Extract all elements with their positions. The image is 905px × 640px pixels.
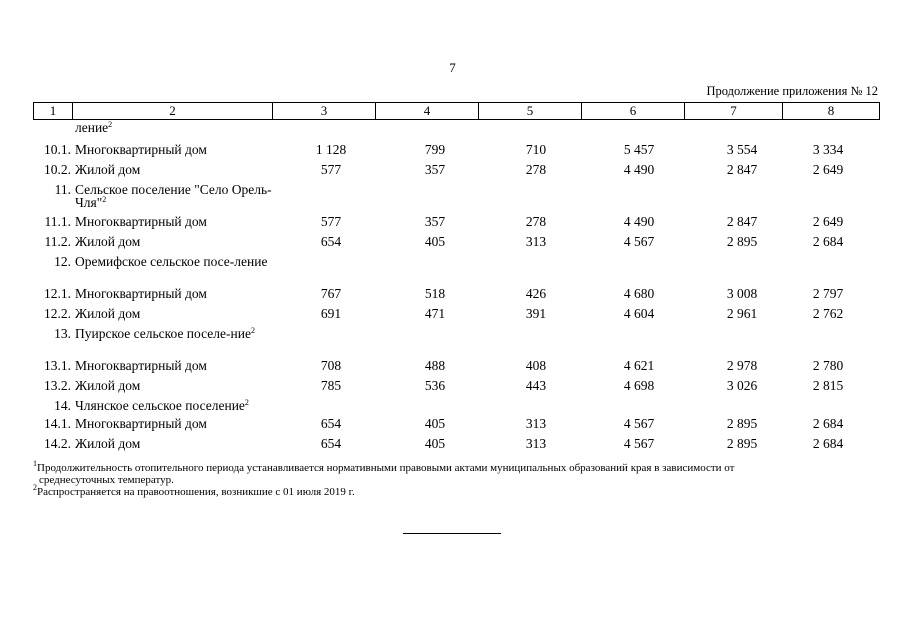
- header-row: [34, 103, 880, 120]
- value-cell-col-5: 313: [525, 234, 547, 249]
- table-row: [33, 235, 879, 255]
- value-cell-col-3: 1 128: [315, 142, 347, 157]
- table-row: [33, 255, 879, 287]
- row-name: [75, 327, 290, 340]
- value-cell-col-7: 2 961: [726, 306, 758, 321]
- value-cell-col-4: 405: [424, 436, 446, 451]
- value-cell-col-4: 488: [424, 358, 446, 373]
- row-name: [75, 163, 290, 176]
- value-cell-col-4: 471: [424, 306, 446, 321]
- header-col-6: 6: [582, 103, 685, 120]
- header-col-1: 1: [34, 103, 73, 120]
- row-name-text: Жилой дом: [75, 162, 141, 177]
- value-cell-col-8: 2 780: [812, 358, 844, 373]
- footnote-marker: 2: [244, 398, 249, 407]
- table-row: [33, 143, 879, 163]
- row-name: [75, 307, 290, 320]
- value-cell-col-6: 4 567: [623, 234, 655, 249]
- value-cell-col-8: 2 797: [812, 286, 844, 301]
- row-name: [75, 437, 290, 450]
- footnote: [33, 483, 879, 498]
- row-name: [75, 121, 290, 134]
- value-cell-col-7: 2 847: [726, 162, 758, 177]
- value-cell-col-6: 4 490: [623, 162, 655, 177]
- row-name-text: Оремифское сельское посе-ление: [75, 254, 268, 269]
- header-col-2: 2: [73, 103, 273, 120]
- value-cell-col-6: 4 680: [623, 286, 655, 301]
- footnote-marker: 2: [250, 326, 255, 335]
- value-cell-col-3: 691: [320, 306, 342, 321]
- row-name: [75, 235, 290, 248]
- table-row: [33, 359, 879, 379]
- row-name: [75, 417, 290, 430]
- continuation-label: Продолжение приложения № 12: [706, 84, 878, 98]
- value-cell-col-6: 4 490: [623, 214, 655, 229]
- table-row: [33, 399, 879, 417]
- value-cell-col-3: 654: [320, 416, 342, 431]
- value-cell-col-4: 357: [424, 162, 446, 177]
- value-cell-col-7: 3 008: [726, 286, 758, 301]
- footnote-marker: 2: [108, 120, 113, 129]
- footnote-text: Продолжительность отопительного периода устанавливается нормативными правовыми актами муниципальных образований края в зависимости от: [37, 462, 735, 474]
- value-cell-col-6: 4 621: [623, 358, 655, 373]
- row-name-text: Пуирское сельское поселе-ние: [75, 326, 251, 341]
- value-cell-col-5: 426: [525, 286, 547, 301]
- page-number: 7: [449, 60, 456, 75]
- table-row: [33, 417, 879, 437]
- row-number: 12.2.: [44, 306, 71, 321]
- footnote: [33, 459, 879, 486]
- row-name-text: Многоквартирный дом: [75, 214, 207, 229]
- table-row: [33, 327, 879, 359]
- row-number: 10.1.: [44, 142, 71, 157]
- value-cell-col-3: 654: [320, 234, 342, 249]
- value-cell-col-6: 4 567: [623, 416, 655, 431]
- row-name-text: Жилой дом: [75, 436, 141, 451]
- footnote-text: Распространяется на правоотношения, возникшие с 01 июля 2019 г.: [37, 486, 355, 498]
- row-name: [75, 287, 290, 300]
- row-number: 10.2.: [44, 162, 71, 177]
- footnote-continuation: среднесуточных температур.: [39, 474, 174, 486]
- row-name-text: ление: [75, 120, 109, 135]
- row-name-text: Жилой дом: [75, 306, 141, 321]
- row-name: [75, 255, 290, 268]
- value-cell-col-5: 278: [525, 214, 547, 229]
- value-cell-col-5: 278: [525, 162, 547, 177]
- value-cell-col-3: 654: [320, 436, 342, 451]
- row-name-text: Многоквартирный дом: [75, 286, 207, 301]
- footnote-mark: 1: [33, 459, 37, 468]
- value-cell-col-5: 443: [525, 378, 547, 393]
- row-number: 12.1.: [44, 286, 71, 301]
- row-name-text: Жилой дом: [75, 234, 141, 249]
- value-cell-col-3: 708: [320, 358, 342, 373]
- value-cell-col-3: 577: [320, 214, 342, 229]
- table-row: [33, 307, 879, 327]
- value-cell-col-4: 357: [424, 214, 446, 229]
- row-number: 11.2.: [44, 234, 71, 249]
- value-cell-col-7: 2 895: [726, 436, 758, 451]
- row-name: [75, 379, 290, 392]
- value-cell-col-5: 710: [525, 142, 547, 157]
- table-row: [33, 183, 879, 215]
- row-name: [75, 399, 290, 412]
- value-cell-col-8: 2 649: [812, 214, 844, 229]
- value-cell-col-5: 391: [525, 306, 547, 321]
- row-number: 11.: [54, 182, 71, 197]
- value-cell-col-6: 4 604: [623, 306, 655, 321]
- value-cell-col-8: 2 684: [812, 416, 844, 431]
- row-number: 13.: [54, 326, 71, 341]
- value-cell-col-3: 767: [320, 286, 342, 301]
- value-cell-col-8: 3 334: [812, 142, 844, 157]
- value-cell-col-3: 577: [320, 162, 342, 177]
- footnote-mark: 2: [33, 483, 37, 492]
- value-cell-col-8: 2 815: [812, 378, 844, 393]
- value-cell-col-4: 536: [424, 378, 446, 393]
- table-row: [33, 287, 879, 307]
- row-number: 14.2.: [44, 436, 71, 451]
- value-cell-col-6: 4 698: [623, 378, 655, 393]
- row-name-text: Сельское поселение "Село Орель-Чля": [75, 182, 272, 210]
- row-number: 14.1.: [44, 416, 71, 431]
- value-cell-col-6: 5 457: [623, 142, 655, 157]
- value-cell-col-7: 2 847: [726, 214, 758, 229]
- value-cell-col-7: 3 554: [726, 142, 758, 157]
- value-cell-col-8: 2 684: [812, 234, 844, 249]
- value-cell-col-7: 2 895: [726, 416, 758, 431]
- header-col-3: 3: [273, 103, 376, 120]
- row-number: 13.2.: [44, 378, 71, 393]
- value-cell-col-5: 313: [525, 416, 547, 431]
- value-cell-col-5: 313: [525, 436, 547, 451]
- table-row: [33, 215, 879, 235]
- value-cell-col-4: 405: [424, 416, 446, 431]
- value-cell-col-4: 405: [424, 234, 446, 249]
- row-name-text: Многоквартирный дом: [75, 142, 207, 157]
- row-name: [75, 359, 290, 372]
- value-cell-col-8: 2 649: [812, 162, 844, 177]
- row-name: [75, 183, 290, 209]
- value-cell-col-4: 518: [424, 286, 446, 301]
- row-number: 11.1.: [44, 214, 71, 229]
- header-col-5: 5: [479, 103, 582, 120]
- table-body: [33, 121, 879, 457]
- row-name-text: Многоквартирный дом: [75, 416, 207, 431]
- table-row: [33, 163, 879, 183]
- value-cell-col-7: 2 895: [726, 234, 758, 249]
- row-number: 13.1.: [44, 358, 71, 373]
- footnotes: [33, 459, 879, 498]
- header-col-4: 4: [376, 103, 479, 120]
- row-number: 14.: [54, 398, 71, 413]
- table-row: [33, 121, 879, 143]
- closing-rule: [403, 533, 501, 534]
- table-row: [33, 379, 879, 399]
- value-cell-col-3: 785: [320, 378, 342, 393]
- value-cell-col-5: 408: [525, 358, 547, 373]
- value-cell-col-8: 2 762: [812, 306, 844, 321]
- value-cell-col-8: 2 684: [812, 436, 844, 451]
- value-cell-col-6: 4 567: [623, 436, 655, 451]
- row-name: [75, 215, 290, 228]
- table-header: [33, 102, 880, 120]
- row-number: 12.: [54, 254, 71, 269]
- row-name: [75, 143, 290, 156]
- row-name-text: Жилой дом: [75, 378, 141, 393]
- value-cell-col-7: 2 978: [726, 358, 758, 373]
- row-name-text: Члянское сельское поселение: [75, 398, 245, 413]
- value-cell-col-7: 3 026: [726, 378, 758, 393]
- header-col-8: 8: [783, 103, 880, 120]
- value-cell-col-4: 799: [424, 142, 446, 157]
- table-row: [33, 437, 879, 457]
- footnote-marker: 2: [102, 195, 107, 204]
- header-col-7: 7: [685, 103, 783, 120]
- row-name-text: Многоквартирный дом: [75, 358, 207, 373]
